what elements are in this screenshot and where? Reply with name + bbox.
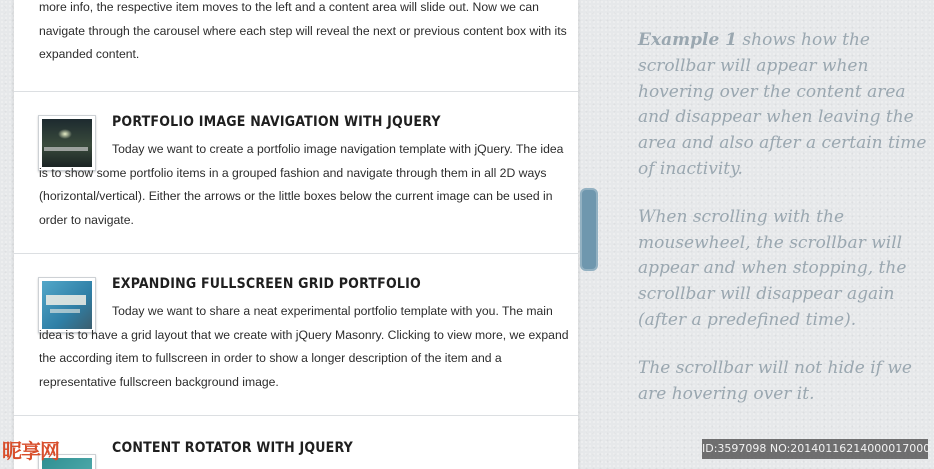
scroll-content-panel[interactable] [14,0,578,469]
item-title[interactable]: EXPANDING FULLSCREEN GRID PORTFOLIO [112,276,421,292]
example-paragraph-1 [638,28,934,183]
example-paragraph-3: The scrollbar will not hide if we are hovering over it. [638,357,912,404]
scrollbar-handle[interactable] [580,188,598,271]
item-description: Today we want to share a neat experimental portfolio template with you. The main idea is to have a grid layout that we create with jQuery Masonry. Clicking to view more, we expand the according item to fullscreen in order to show a longer description of the item and a representative fullscreen background image. [39,304,569,389]
list-item[interactable] [14,254,578,416]
list-item [14,0,578,92]
item-description: Today we want to create a portfolio image navigation template with jQuery. The idea is to show some portfolio items in a grouped fashion and navigate through them in all 2D ways (horizontal/vertical). Either the arrows or the little boxes below the current image can be used in order to navigate. [39,142,564,227]
item-title[interactable]: PORTFOLIO IMAGE NAVIGATION WITH JQUERY [112,114,441,130]
watermark-id-label: ID:3597098 NO:20140116214000017000 [702,439,928,459]
watermark-logo: 昵享网 [2,439,59,463]
example-paragraph-2: When scrolling with the mousewheel, the scrollbar will appear and when stopping, the scrollbar will disappear again (after a predefined time). [638,206,907,330]
example-label: Example 1 [638,30,738,50]
example-text: shows how the scrollbar will appear when hovering over the content area and disappear when leaving the area and also after a certain time of inactivity. [638,30,927,179]
example-description [638,28,934,429]
item-description: more info, the respective item moves to the left and a content area will slide out. Now we can navigate through the carousel where each step will reveal the next or previous content box with its expanded content. [39,0,567,61]
item-title[interactable]: CONTENT ROTATOR WITH JQUERY [112,440,353,456]
list-item[interactable] [14,92,578,254]
list-item[interactable] [14,416,578,469]
